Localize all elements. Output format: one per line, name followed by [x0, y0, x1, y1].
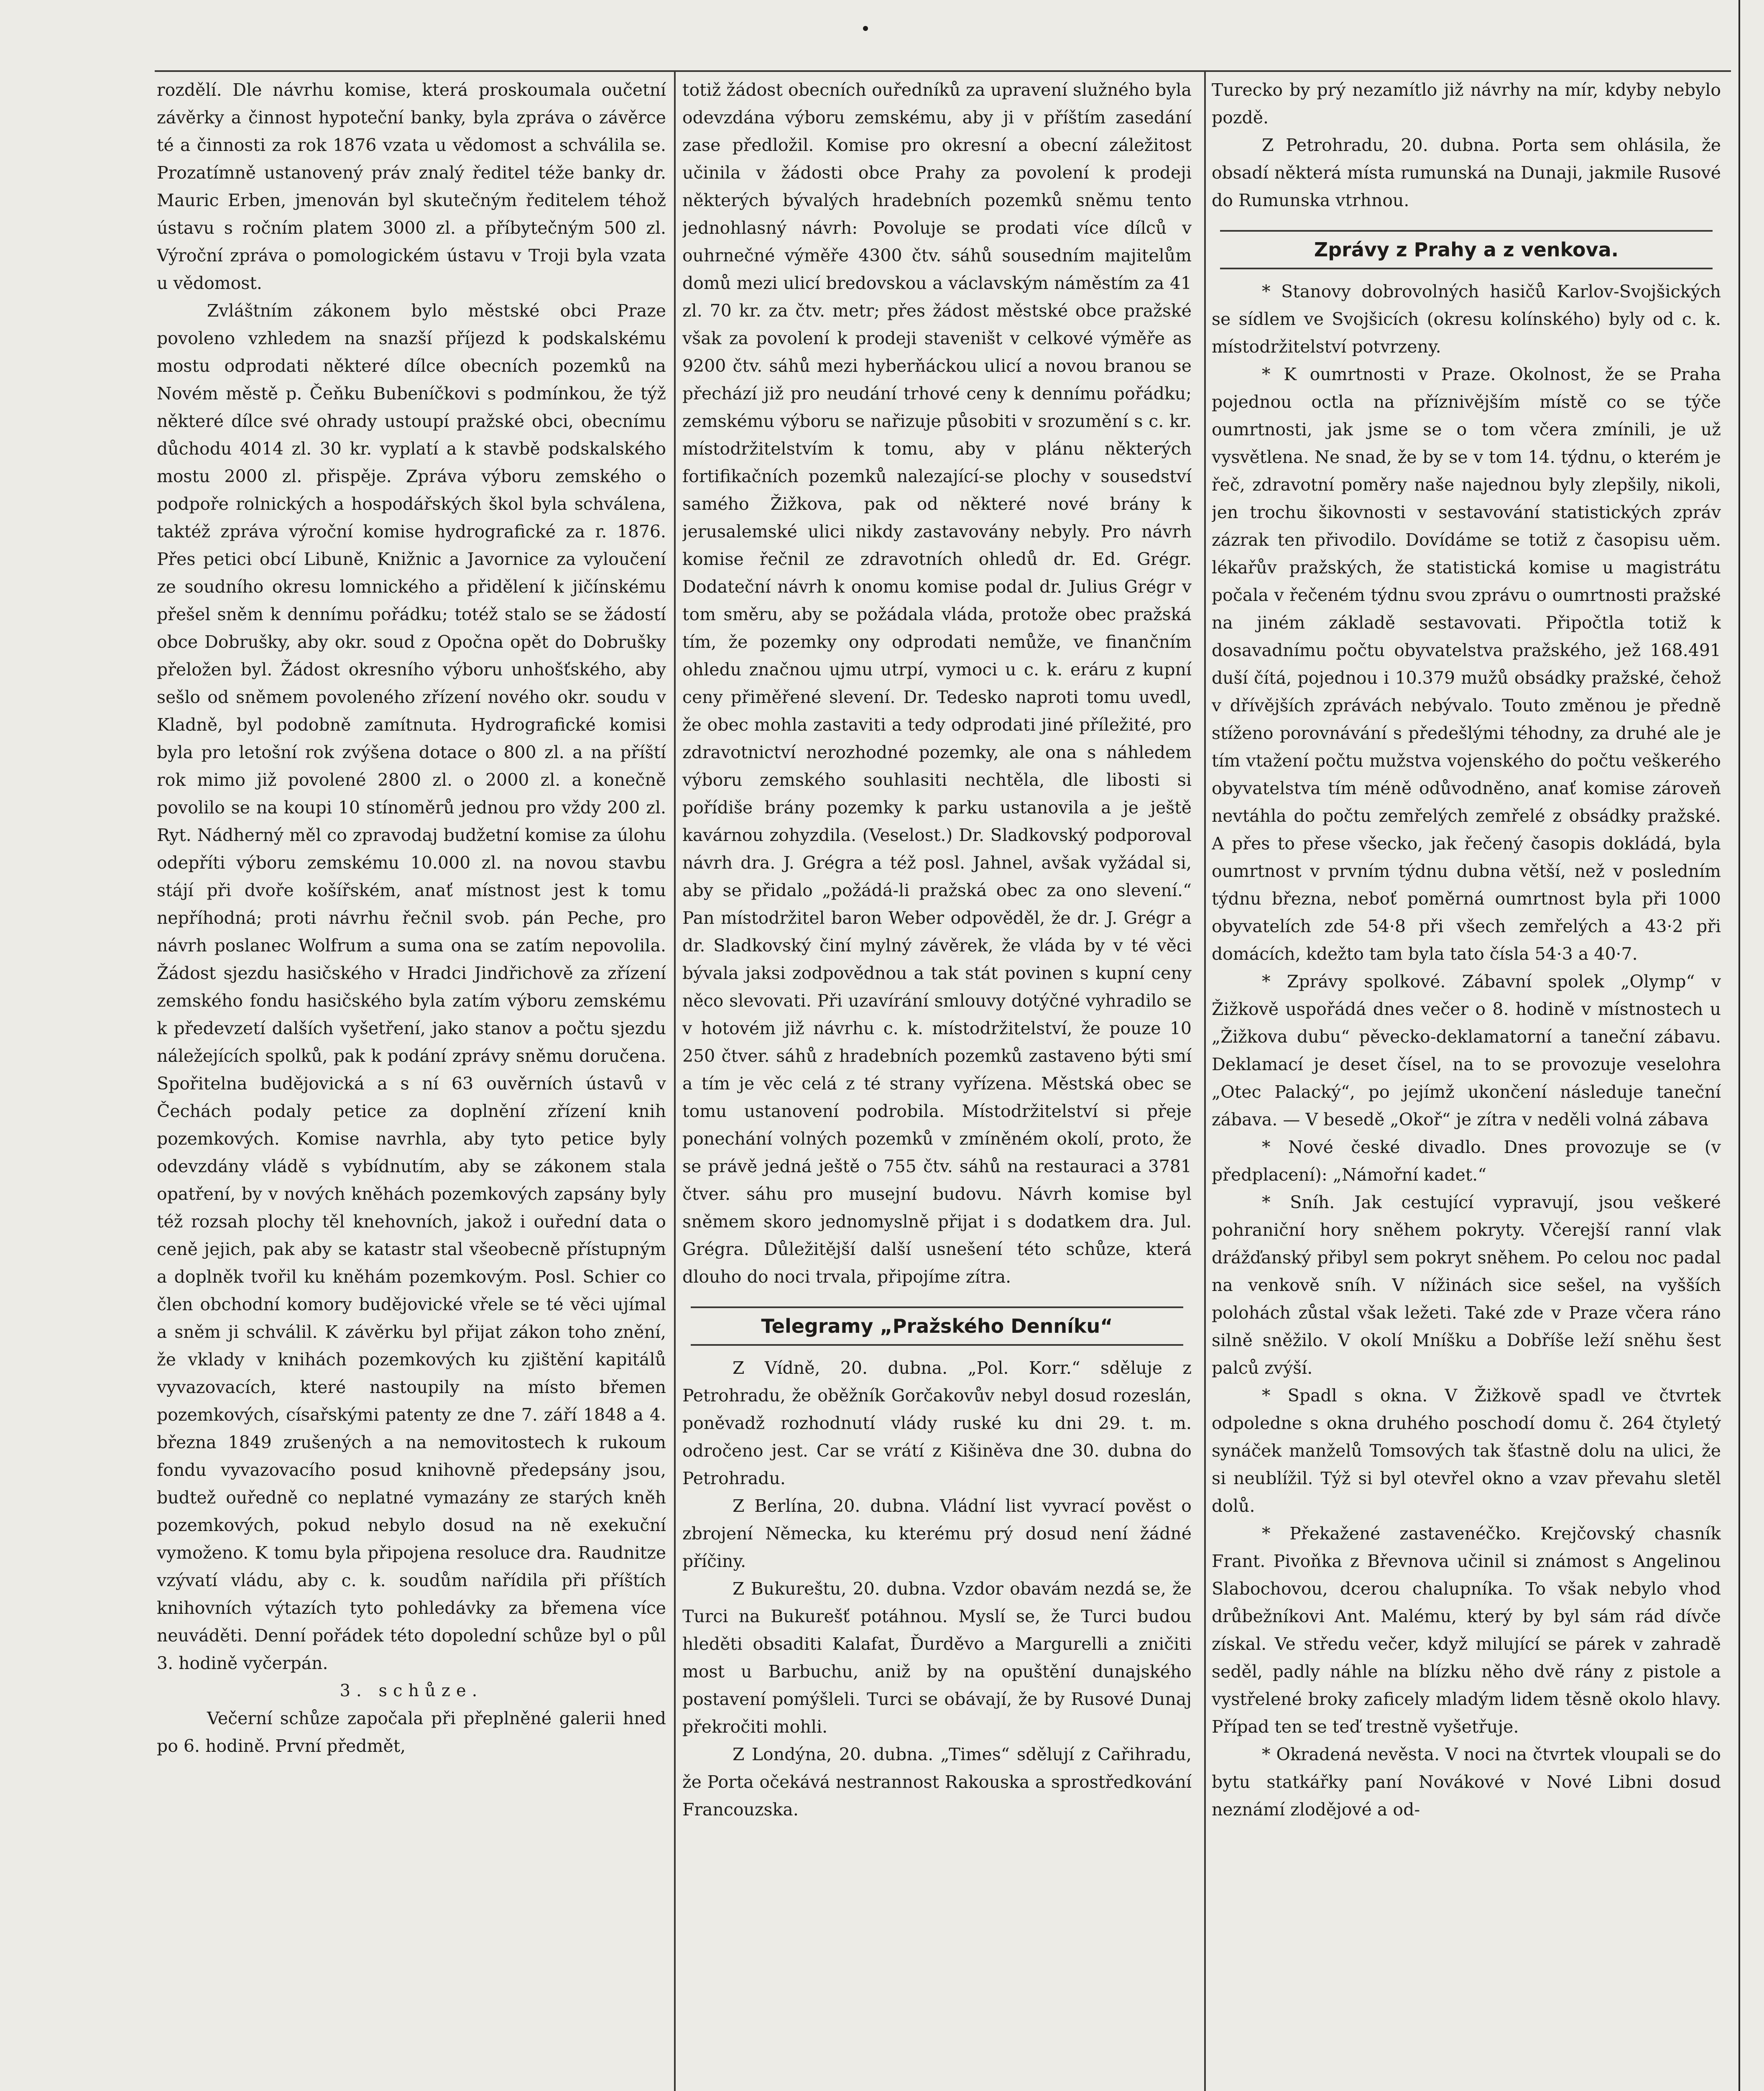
telegram-item: Z Petrohradu, 20. dubna. Porta sem ohlásila, že obsadí některá místa rumunská na Dunaji, jakmile Rusové do Rumunska vtrhnou.	[1212, 135, 1721, 210]
news-item: * Spadl s okna. V Žižkově spadl ve čtvrtek odpoledne s okna druhého poschodí domu č. 264 čtyletý synáček manželů Tomsových tak šťastně dolu na ulici, že si neublížil. Týž si byl otevřel okno a vzav převahu sletěl dolů.	[1212, 1385, 1721, 1516]
article-paragraph: Večerní schůze započala při přeplněné galerii hned po 6. hodině. První předmět,	[157, 1708, 666, 1756]
column-1	[157, 76, 666, 2091]
news-header	[1220, 230, 1713, 269]
telegrams-header	[691, 1306, 1183, 1346]
section-heading: 3. schůze.	[340, 1681, 483, 1700]
column-3	[1212, 76, 1721, 2091]
news-item: * Stanovy dobrovolných hasičů Karlov-Svojšických se sídlem ve Svojšicích (okresu kolínského) byly od c. k. místodržitelství potvrzeny.	[1212, 281, 1721, 357]
telegram-item: Z Bukureštu, 20. dubna. Vzdor obavám nezdá se, že Turci na Bukurešť potáhnou. Myslí se, že Turci budou hleděti obsaditi Kalafat, Ďurděvo a Margurelli a zničiti most u Barbuchu, aniž by na opuštění dunajského postavení pomýšleli. Turci se obávají, že by Rusové Dunaj překročiti mohli.	[682, 1579, 1192, 1737]
news-item: * Překažené zastavenéčko. Krejčovský chasník Frant. Pivoňka z Břevnova učinil si známost s Angelinou Slabochovou, dcerou chalupníka. To však nebylo vhod drůbežníkovi Ant. Malému, který by byl sám rád dívče získal. Ve středu večer, když milující se párek v zahradě seděl, padly náhle na blízku něho dvě rány z pistole a vystřelené broky zaficely mladým lidem těsně okolo hlavy. Případ ten se teď trestně vyšetřuje.	[1212, 1524, 1721, 1737]
top-rule	[155, 70, 1731, 72]
telegram-item: Z Berlína, 20. dubna. Vládní list vyvrací pověst o zbrojení Německa, ku kterému prý dosud není žádné příčiny.	[682, 1496, 1192, 1571]
column-divider-2	[1204, 70, 1206, 2091]
news-item: * Zprávy spolkové. Zábavní spolek „Olymp“ v Žižkově uspořádá dnes večer o 8. hodině v místnostech u „Žižkova dubu“ pěvecko-deklamatorní a taneční zábavu. Deklamací je deset čísel, na to se provozuje veselohra „Otec Palacký“, po jejímž ukončení následuje taneční zábava. — V besedě „Okoř“ je zítra v neděli volná zábava	[1212, 971, 1721, 1130]
article-paragraph: Zvláštním zákonem bylo městské obci Praze povoleno vzhledem na snazší příjezd k podskalskému mostu odprodati některé dílce obecních pozemků na Novém městě p. Čeňku Bubeníčkovi s podmínkou, že týž některé dílce své ohrady ustoupí pražské obci, obecnímu důchodu 4014 zl. 30 kr. vyplatí a k stavbě podskalského mostu 2000 zl. přispěje. Zpráva výboru zemského o podpoře rolnických a hospodářských škol byla schválena, taktéž zpráva výroční komise hydrografické za r. 1876. Přes petici obcí Libuně, Knižnic a Javornice za vyloučení ze soudního okresu lomnického a přidělení k jičínskému přešel sněm k dennímu pořádku; totéž stalo se se žádostí obce Dobrušky, aby okr. soud z Opočna opět do Dobrušky přeložen byl. Žádost okresního výboru unhošťského, aby sešlo od sněmem povoleného zřízení nového okr. soudu v Kladně, byl podobně zamítnuta. Hydrografické komisi byla pro letošní rok zvýšena dotace o 800 zl. a na příští rok mimo již povolené 2800 zl. o 2000 zl. a konečně povolilo se na koupi 10 stínoměrů jednou pro vždy 200 zl. Ryt. Nádherný měl co zpravodaj budžetní komise za úlohu odepříti výboru zemskému 10.000 zl. na novou stavbu stájí při dvoře košířském, anať místnost jest k tomu nepříhodná; proti návrhu řečnil svob. pán Peche, pro návrh poslanec Wolfrum a suma ona se zatím nepovolila. Žádost sjezdu hasičského v Hradci Jindřichově za zřízení zemského fondu hasičského byla zatím výboru zemskému k předevzetí dalších vyšetření, jako stanov a počtu sjezdu náležejících spolků, pak k podání zprávy sněmu doručena. Spořitelna budějovická a s ní 63 ouvěrních ústavů v Čechách podaly petice za doplnění zřízení knih pozemkových. Komise navrhla, aby tyto petice byly odevzdány vládě s vybídnutím, aby se zákonem stala opatření, by v nových kněhách pozemkových zapsány byly též rozsah plochy těl knehovních, jakož i ouřední data o ceně jejich, pak aby se katastr stal všeobecně přístupným a doplněk tvořil ku kněhám pozemkovým. Posl. Schier co člen obchodní komory budějovické vřele se té věci ujímal a sněm ji schválil. K závěrku byl přijat zákon toho znění, že vklady v knihách pozemkových ku zjištění kapitálů vyvazovacích, které nastoupily na místo břemen pozemkových, císařskými patenty ze dne 7. září 1848 a 4. března 1849 zrušených a na nemovitostech k rukoum fondu vyvazovacího posud knihovně předepsány jsou, budtež ouředně co neplatné vymazány ze starých kněh pozemkových, pokud nebylo dosud na ně exekuční vymoženo. K tomu byla připojena resoluce dra. Raudnitze vzývatí vládu, aby c. k. soudům nařídila při příštích knihovních výtazích tyto pohledávky za břemena více neuváděti. Denní pořádek této dopolední schůze byl o půl 3. hodině vyčerpán.	[157, 301, 666, 1673]
news-item: * K oumrtnosti v Praze. Okolnost, že se Praha pojednou octla na příznivějším místě co se týče oumrtnosti, jak jsme se o tom včera zmínili, je už vysvětlena. Ne snad, že by se v tom 14. týdnu, o kterém je řeč, zdravotní poměry naše najednou byly zlepšily, nikoli, jen trochu šikovnosti v sestavování statistických zpráv zázrak ten přivodilo. Dovídáme se totiž z časopisu uěm. lékařův pražských, že statistická komise u magistrátu počala v řečeném týdnu svou zprávu o oumrtnosti pražské na jiném základě sestavovati. Připočtla totiž k dosavadnímu počtu obyvatelstva pražského, jež 168.491 duší čítá, pojednou i 10.379 mužů obsádky pražské, čehož v dřívějších zprávách nebývalo. Touto změnou je předně stíženo porovnávání s předešlými téhodny, za druhé ale je tím vtažení počtu mužstva vojenského do počtu veškerého obyvatelstva tím méně odůvodněno, anať komise zároveň nevtáhla do počtu zemřelých zemřelé z obsádky pražské. A přes to přese všecko, jak řečený časopis dokládá, byla oumrtnost v prvním týdnu dubna větší, než v posledním týdnu března, neboť poměrná oumrtnost byla při 1000 obyvatelích zde 54·8 při všech zemřelých a 43·2 při domácích, kdežto tam byla tato čísla 54·3 a 40·7.	[1212, 364, 1721, 964]
telegrams-heading: Telegramy „Pražského Denníku“	[761, 1315, 1113, 1337]
telegram-item: Turecko by prý nezamítlo již návrhy na mír, kdyby nebylo pozdě.	[1212, 80, 1721, 128]
column-2	[682, 76, 1192, 2091]
telegram-item: Z Vídně, 20. dubna. „Pol. Korr.“ sděluje z Petrohradu, že oběžník Gorčakovův nebyl dosud rozeslán, poněvadž rozhodnutí vlády ruské ku dni 29. t. m. odročeno jest. Car se vrátí z Kišiněva dne 30. dubna do Petrohradu.	[682, 1358, 1192, 1488]
news-item: * Sníh. Jak cestující vypravují, jsou veškeré pohraniční hory sněhem pokryty. Včerejší ranní vlak drážďanský přibyl sem pokryt sněhem. Po celou noc padal na venkově sníh. V nížinách sice sešel, na vyšších polohách zůstal však ležeti. Také zde v Praze včera ráno silně sněžilo. V okolí Mníšku a Dobříše leží sněhu šest palců zvýší.	[1212, 1192, 1721, 1378]
news-heading: Zprávy z Prahy a z venkova.	[1314, 238, 1619, 261]
article-paragraph: totiž žádost obecních ouředníků za upravení služného byla odevzdána výboru zemskému, aby ji v příštím zasedání zase předložil. Komise pro okresní a obecní záležitost učinila v žádosti obce Prahy za povolení k prodeji některých bývalých hradebních pozemků sněmu tento jednohlasný návrh: Povoluje se prodati více dílců v ouhrnečné výměře 4300 čtv. sáhů sousedním majitelům domů mezi ulicí bredovskou a václavským náměstím za 41 zl. 70 kr. za čtv. metr; přes žádost městské obce pražské však za povolení k prodeji staveništ v celkové výměře as 9200 čtv. sáhů mezi hyberňáckou ulicí a novou branou se přechází již pro neudání trhové ceny k dennímu pořádku; zemskému výboru se nařizuje působiti v srozumění s c. kr. místodržitelstvím k tomu, aby v plánu některých fortifikačních pozemků nalezající-se plochy v sousedství samého Žižkova, pak od některé nové brány k jerusalemské ulici nikdy zastavovány nebyly. Pro návrh komise řečnil ze zdravotních ohledů dr. Ed. Grégr. Dodateční návrh k onomu komise podal dr. Julius Grégr v tom směru, aby se požádala vláda, protože obec pražská tím, že pozemky ony odprodati nemůže, ve finančním ohledu značnou ujmu utrpí, vymoci u c. k. eráru z kupní ceny přiměřené slevení. Dr. Tedesko naproti tomu uvedl, že obec mohla zastaviti a tedy odprodati jiné příležité, pro zdravotnictví nerozhodné pozemky, ale ona s náhledem výboru zemského souhlasiti nechtěla, dle libosti si pořídiše brány pozemky k parku ustanovila a je ještě kavárnou zohyzdila. (Veselost.) Dr. Sladkovský podporoval návrh dra. J. Grégra a též posl. Jahnel, avšak vyžádal si, aby se přidalo „požádá-li pražská obec za ono slevení.“ Pan místodržitel baron Weber odpověděl, že dr. J. Grégr a dr. Sladkovský činí mylný závěrek, že vláda by v té věci bývala jaksi zodpovědnou a tak stát povinen s kupní ceny něco slevovati. Při uzavírání smlouvy dotýčné vyhradilo se v hotovém již návrhu c. k. místodržitelství, že pouze 10 250 čtver. sáhů z hradebních pozemků zastaveno býti smí a tím je věc celá z té strany vyřízena. Městská obec se tomu ustanovení podrobila. Místodržitelství si přeje ponechání volných pozemků v zmíněném okolí, proto, že se právě jedná ještě o 755 čtv. sáhů na restauraci a 3781 čtver. sáhu pro musejní budovu. Návrh komise byl sněmem skoro jednomyslně přijat i s dodatkem dra. Jul. Grégra. Důležitější další usnešení této schůze, která dlouho do noci trvala, připojíme zítra.	[682, 80, 1192, 1287]
telegram-item: Z Londýna, 20. dubna. „Times“ sdělují z Cařihradu, že Porta očekává nestrannost Rakouska a sprostředkování Francouzska.	[682, 1744, 1192, 1820]
news-item: * Nové české divadlo. Dnes provozuje se (v předplacení): „Námořní kadet.“	[1212, 1137, 1721, 1185]
page-edge	[1738, 0, 1740, 2091]
article-paragraph: rozdělí. Dle návrhu komise, která proskoumala oučetní závěrky a činnost hypoteční banky, byla zpráva o závěrce té a činnosti za rok 1876 vzata u vědomost a schválila se. Prozatímně ustanovený práv znalý ředitel téže banky dr. Mauric Erben, jmenován byl skutečným ředitelem téhož ústavu s ročním platem 3000 zl. a příbytečným 500 zl. Výroční zpráva o pomologickém ústavu v Troji byla vzata u vědomost.	[157, 80, 666, 293]
column-divider-1	[674, 70, 676, 2091]
page-mark	[863, 26, 868, 31]
news-item: * Okradená nevěsta. V noci na čtvrtek vloupali se do bytu statkářky paní Novákové v Nové Libni dosud neznámí zlodějové a od-	[1212, 1744, 1721, 1820]
